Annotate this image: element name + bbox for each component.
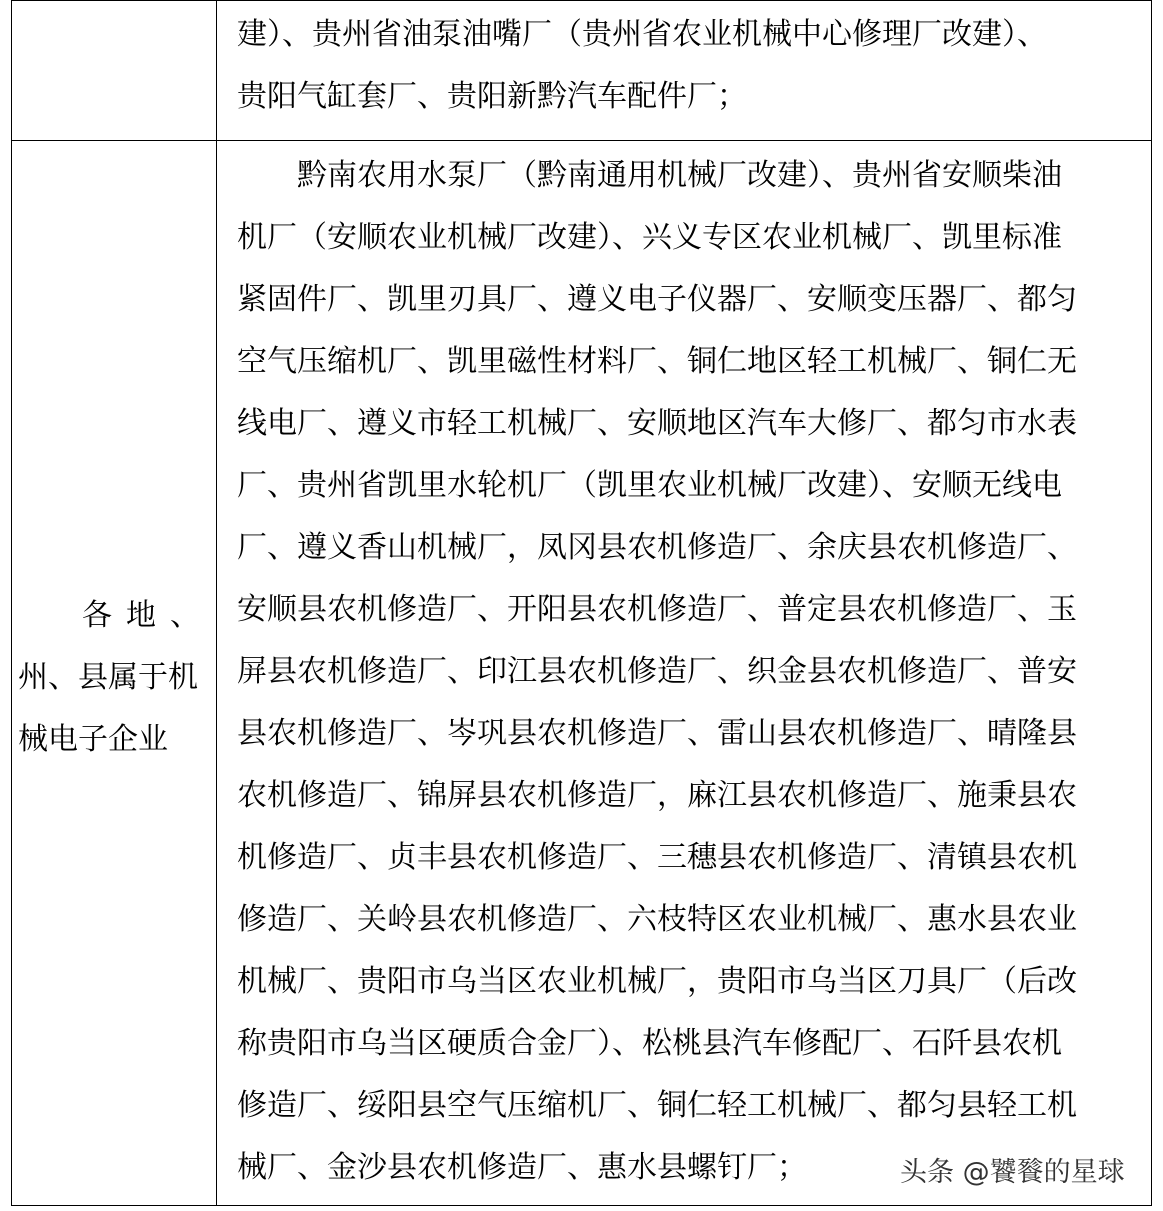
content-cell: [217, 1, 1152, 141]
category-line: 各地、: [82, 598, 214, 633]
text-line: 称贵阳市乌当区硬质合金厂）、松桃县汽车修配厂、石阡县农机: [237, 1026, 1062, 1061]
category-line: 州、县属于机: [18, 660, 198, 695]
text-line: 械厂、金沙县农机修造厂、惠水县螺钉厂；: [237, 1150, 807, 1185]
table-row: [12, 1, 1152, 141]
text-line: 建）、贵州省油泵油嘴厂（贵州省农业机械中心修理厂改建）、: [237, 17, 1047, 52]
text-line: 紧固件厂、凯里刃具厂、遵义电子仪器厂、安顺变压器厂、都匀: [237, 282, 1077, 317]
text-line: 机厂（安顺农业机械厂改建）、兴义专区农业机械厂、凯里标准: [237, 220, 1062, 255]
document-table: [11, 0, 1152, 1206]
text-line: 安顺县农机修造厂、开阳县农机修造厂、普定县农机修造厂、玉: [237, 592, 1077, 627]
text-line: 线电厂、遵义市轻工机械厂、安顺地区汽车大修厂、都匀市水表: [237, 406, 1077, 441]
text-line: 空气压缩机厂、凯里磁性材料厂、铜仁地区轻工机械厂、铜仁无: [237, 344, 1077, 379]
text-line: 贵阳气缸套厂、贵阳新黔汽车配件厂；: [237, 79, 747, 114]
category-line: 械电子企业: [18, 722, 168, 757]
category-cell-empty: [12, 1, 217, 141]
text-line: 机械厂、贵阳市乌当区农业机械厂，贵阳市乌当区刀具厂（后改: [237, 964, 1077, 999]
table-row: [12, 141, 1152, 1206]
text-line: 县农机修造厂、岑巩县农机修造厂、雷山县农机修造厂、晴隆县: [237, 716, 1077, 751]
text-line: 修造厂、绥阳县空气压缩机厂、铜仁轻工机械厂、都匀县轻工机: [237, 1088, 1077, 1123]
text-line: 机修造厂、贞丰县农机修造厂、三穗县农机修造厂、清镇县农机: [237, 840, 1077, 875]
text-line: 厂、贵州省凯里水轮机厂（凯里农业机械厂改建）、安顺无线电: [237, 468, 1062, 503]
watermark: 头条 @饕餮的星球: [900, 1157, 1125, 1188]
text-line: 农机修造厂、锦屏县农机修造厂，麻江县农机修造厂、施秉县农: [237, 778, 1077, 813]
text-line: 修造厂、关岭县农机修造厂、六枝特区农业机械厂、惠水县农业: [237, 902, 1077, 937]
category-cell: [12, 141, 217, 1206]
text-line: 屏县农机修造厂、印江县农机修造厂、织金县农机修造厂、普安: [237, 654, 1077, 689]
content-cell: [217, 141, 1152, 1206]
text-line: 厂、遵义香山机械厂，凤冈县农机修造厂、余庆县农机修造厂、: [237, 530, 1077, 565]
category-label: [14, 585, 214, 771]
text-line: 黔南农用水泵厂（黔南通用机械厂改建）、贵州省安顺柴油: [297, 158, 1062, 193]
